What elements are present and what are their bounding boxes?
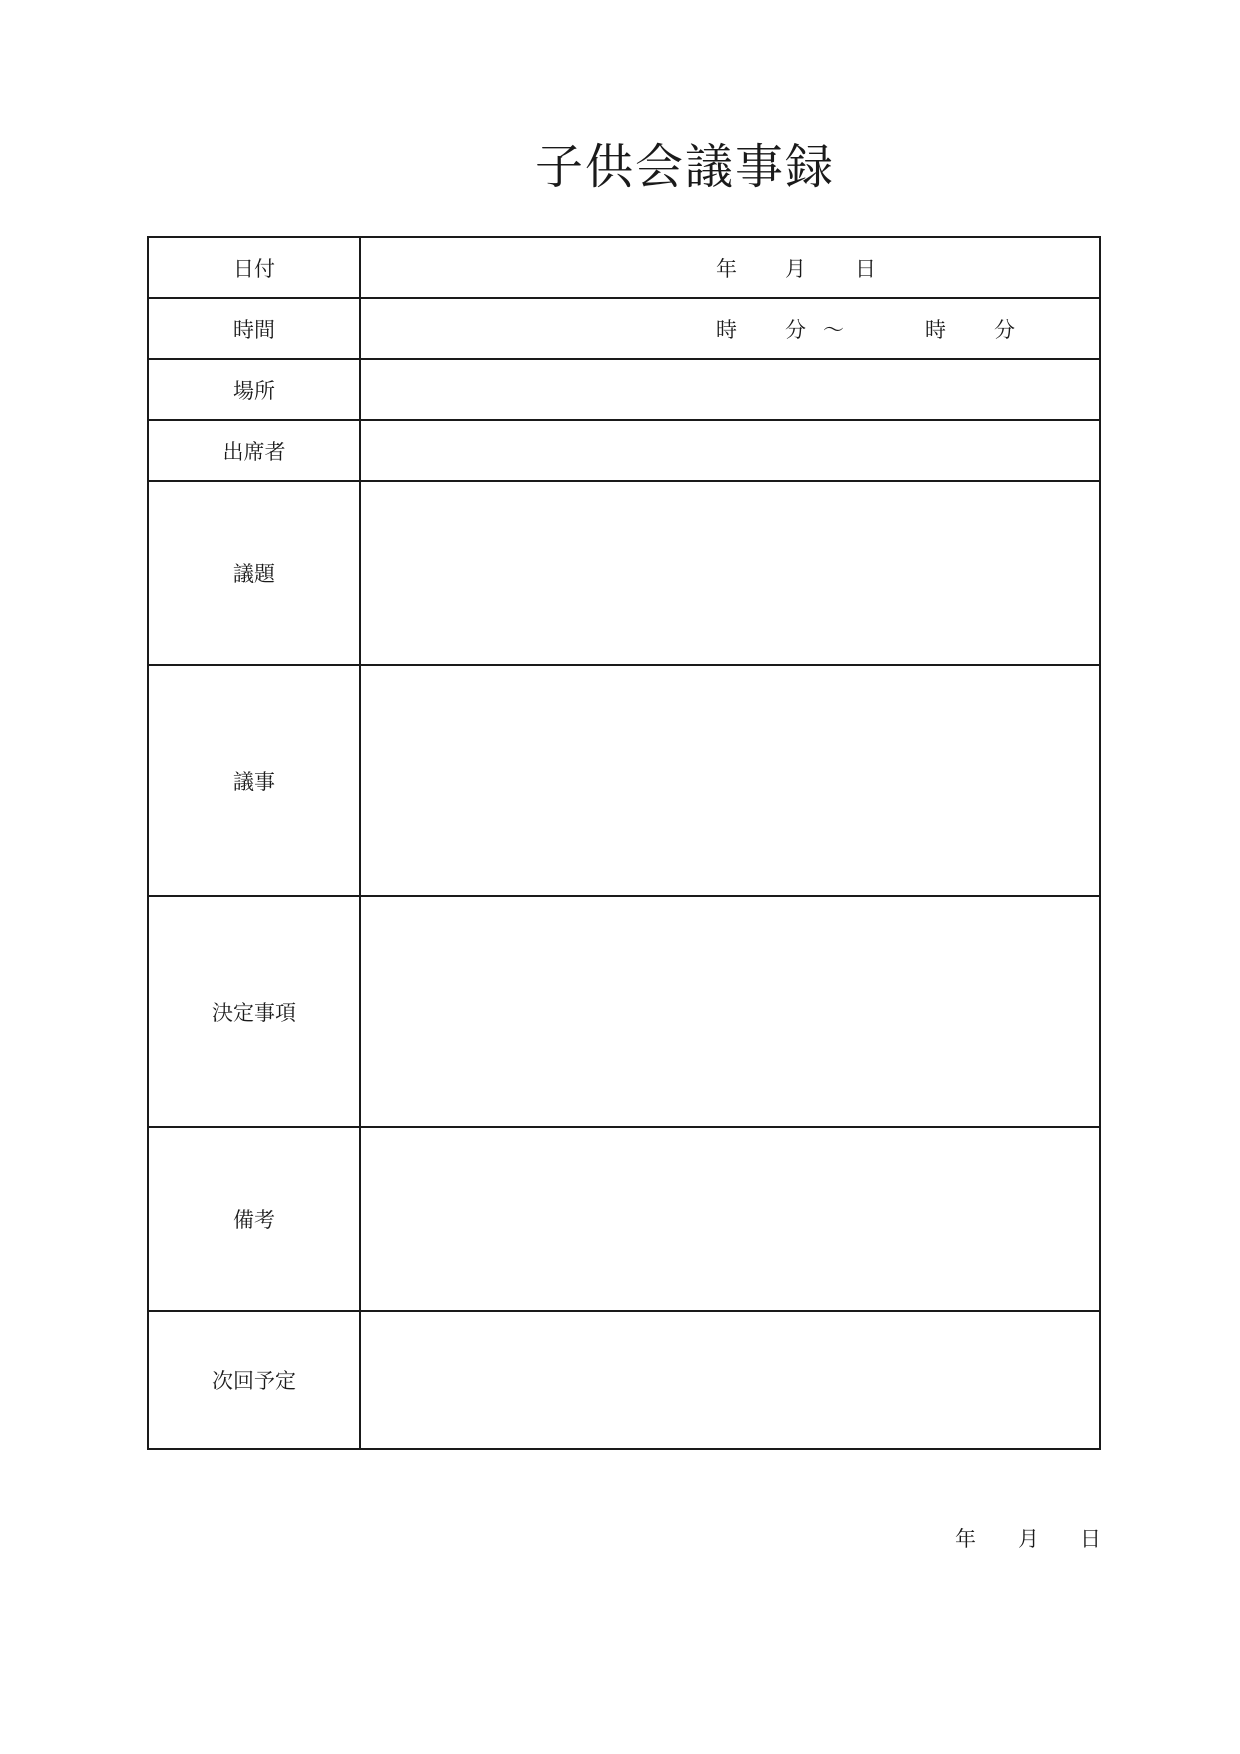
table-row-date (148, 237, 1100, 298)
table-row-proceedings (148, 665, 1100, 896)
minutes-form-table (147, 236, 1101, 1450)
remarks-field[interactable] (360, 1127, 1100, 1311)
table-row-next-schedule (148, 1311, 1100, 1449)
label-remarks: 備考 (148, 1127, 360, 1311)
label-attendees: 出席者 (148, 420, 360, 481)
time-range-separator: 〜 (823, 317, 844, 342)
table-row-time (148, 298, 1100, 359)
table-row-decisions (148, 896, 1100, 1127)
proceedings-field[interactable] (360, 665, 1100, 896)
footer-day-unit: 日 (1080, 1527, 1101, 1551)
time-end-minute-unit: 分 (994, 317, 1015, 342)
decisions-field[interactable] (360, 896, 1100, 1127)
time-end-hour-unit: 時 (925, 317, 946, 342)
label-agenda: 議題 (148, 481, 360, 665)
label-date: 日付 (148, 237, 360, 298)
label-place: 場所 (148, 359, 360, 420)
label-decisions: 決定事項 (148, 896, 360, 1127)
date-month-unit: 月 (785, 256, 806, 281)
label-time: 時間 (148, 298, 360, 359)
agenda-field[interactable] (360, 481, 1100, 665)
date-day-unit: 日 (855, 256, 876, 281)
attendees-field[interactable] (360, 420, 1100, 481)
footer-month-unit: 月 (1018, 1527, 1039, 1551)
label-proceedings: 議事 (148, 665, 360, 896)
table-row-attendees (148, 420, 1100, 481)
time-field[interactable] (360, 298, 1100, 359)
page-title: 子供会議事録 (534, 139, 835, 195)
next-schedule-field[interactable] (360, 1311, 1100, 1449)
table-row-agenda (148, 481, 1100, 665)
table-row-place (148, 359, 1100, 420)
table-row-remarks (148, 1127, 1100, 1311)
place-field[interactable] (360, 359, 1100, 420)
time-start-minute-unit: 分 (785, 317, 806, 342)
date-field[interactable] (360, 237, 1100, 298)
time-start-hour-unit: 時 (716, 317, 737, 342)
footer-year-unit: 年 (955, 1527, 976, 1551)
label-next-schedule: 次回予定 (148, 1311, 360, 1449)
date-year-unit: 年 (716, 256, 737, 281)
